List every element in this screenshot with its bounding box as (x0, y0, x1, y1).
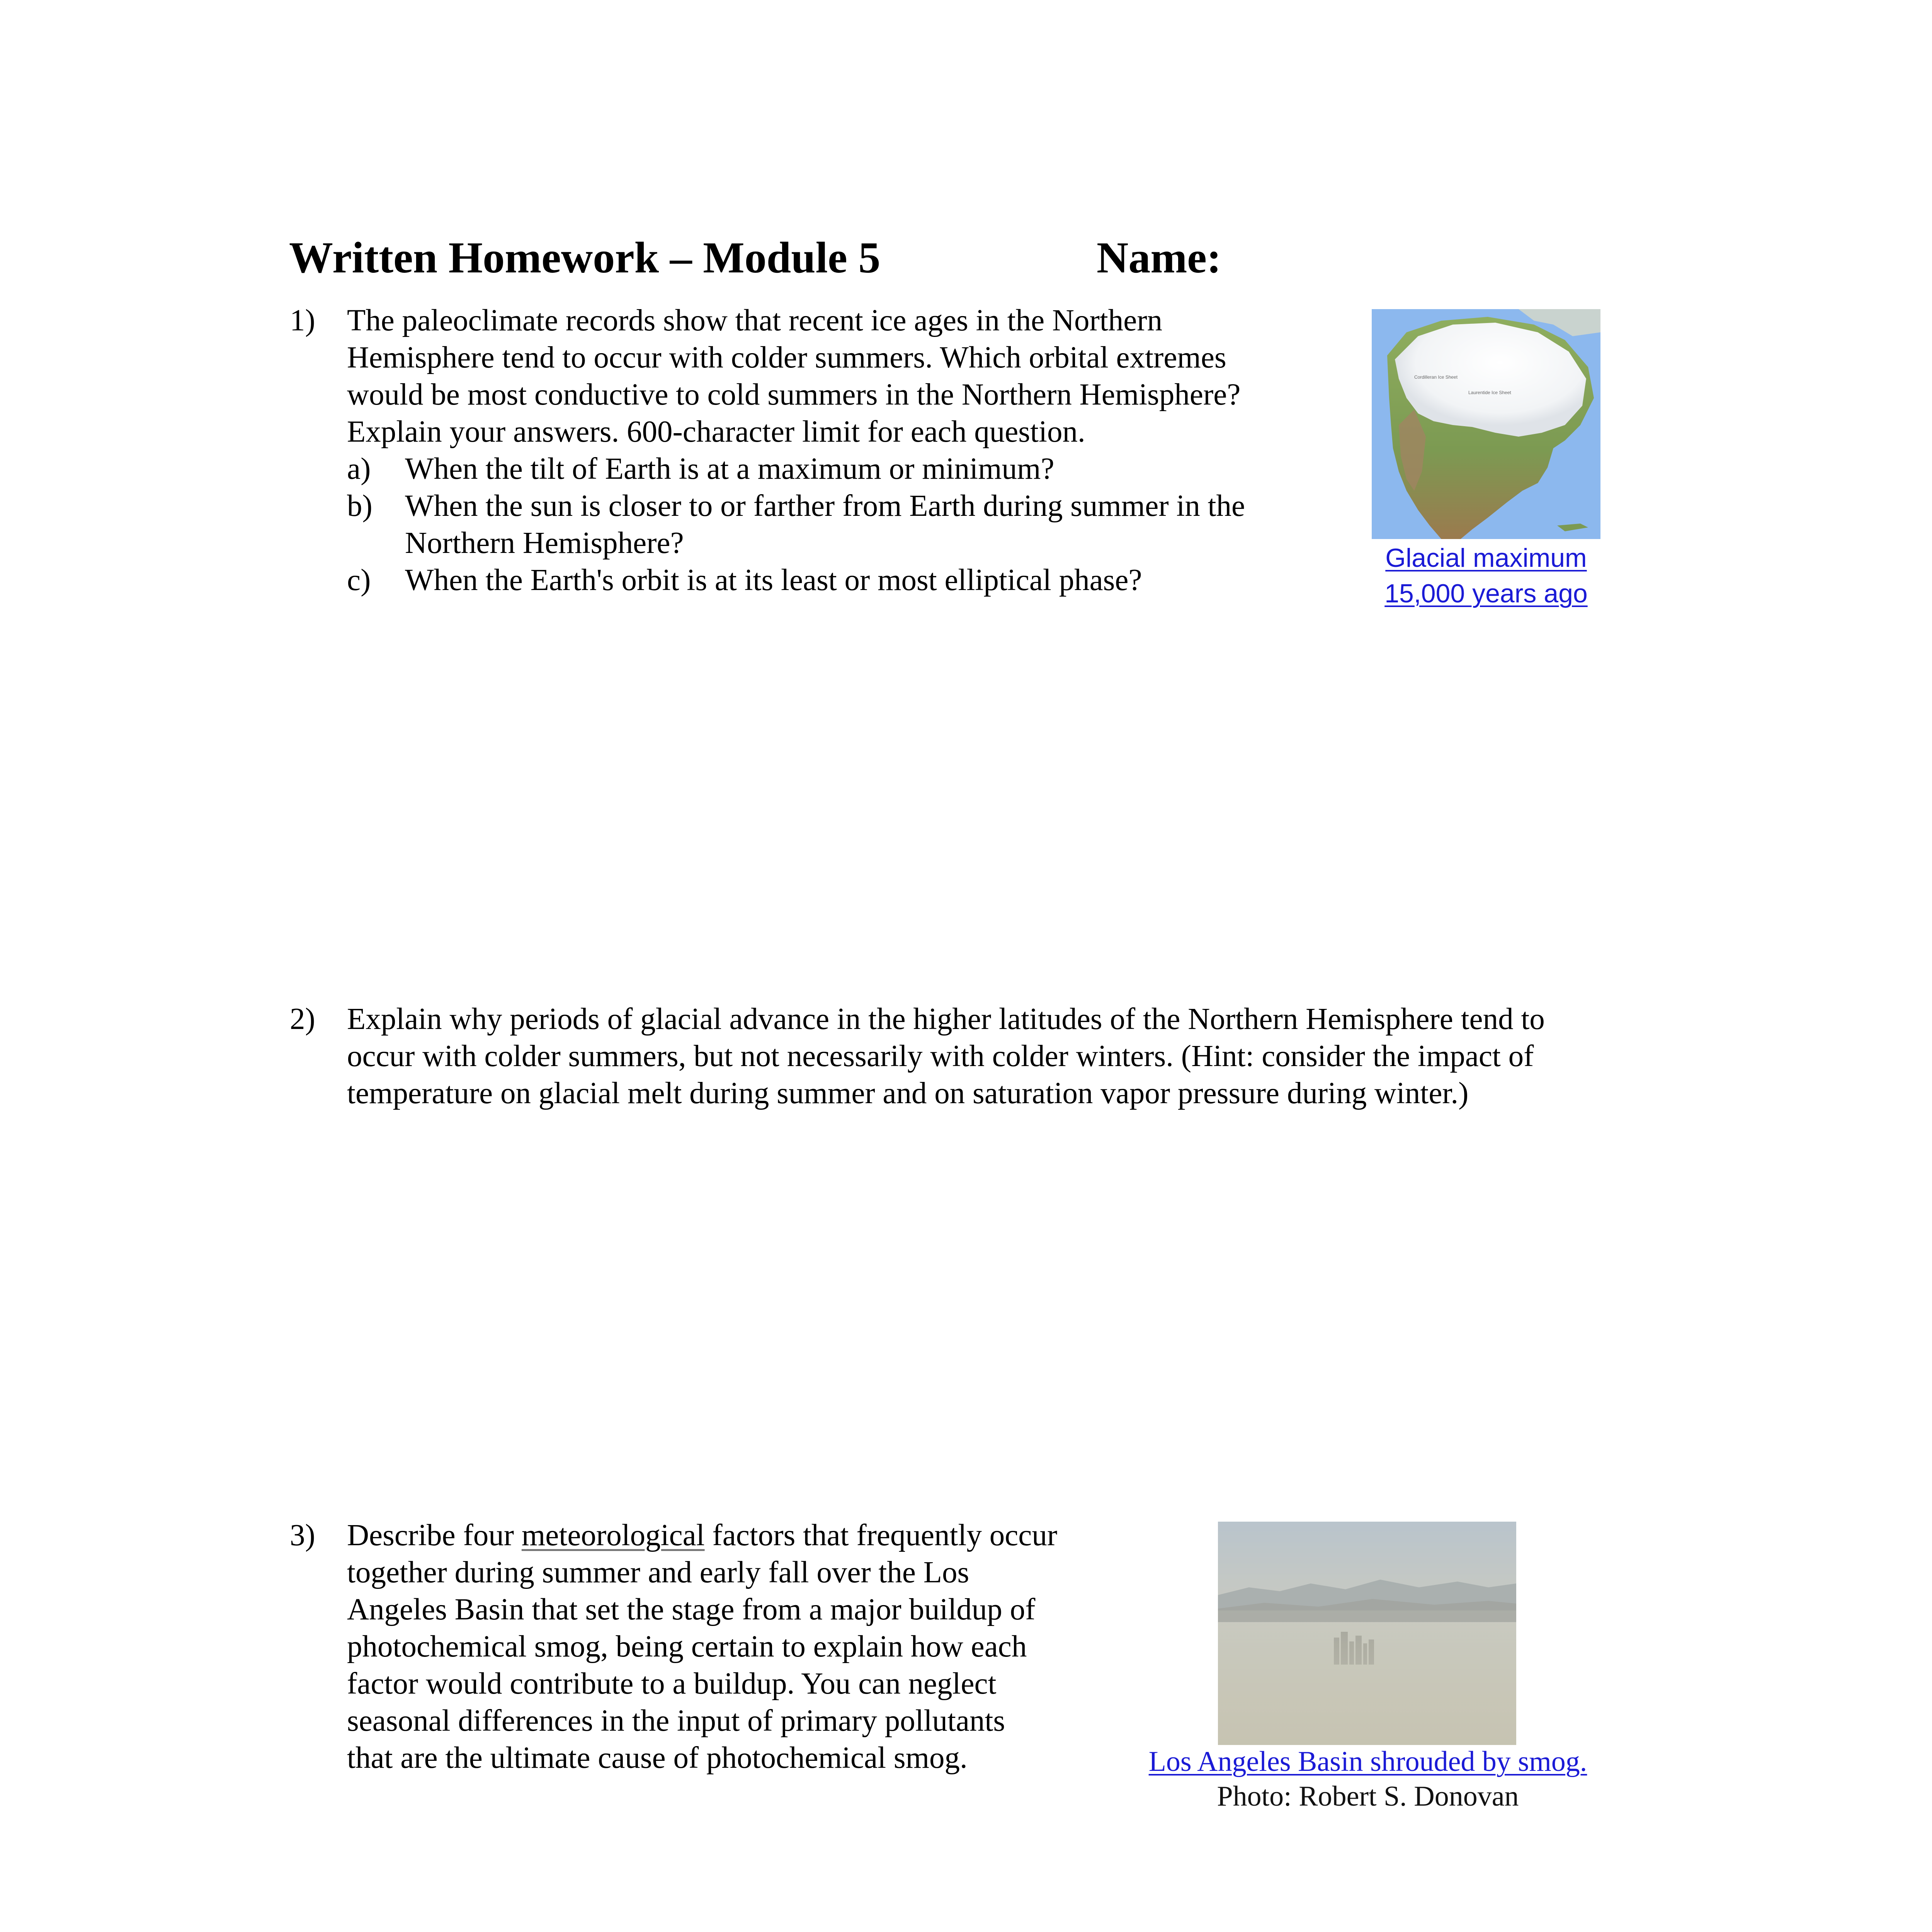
question-number: 1) (290, 304, 315, 337)
question-text-line: factor would contribute to a buildup. You can neglect (347, 1667, 997, 1701)
question-text-line: together during summer and early fall over the Los (347, 1556, 969, 1589)
text-segment: factors that frequently occur (704, 1519, 1058, 1552)
subquestion-text: Northern Hemisphere? (405, 526, 684, 560)
map-label-cordilleran: Cordilleran Ice Sheet (1414, 374, 1458, 380)
subquestion-letter: c) (347, 563, 371, 597)
glacial-maximum-map-image (1372, 309, 1600, 539)
photo-credit: Photo: Robert S. Donovan (1217, 1781, 1519, 1812)
question-text-line: The paleoclimate records show that recent ice ages in the Northern (347, 304, 1163, 337)
question-text-line: occur with colder summers, but not necessarily with colder winters. (Hint: consider the impact of (347, 1039, 1534, 1073)
la-basin-smog-photo (1218, 1522, 1516, 1745)
subquestion-letter: a) (347, 452, 371, 486)
question-text-line: seasonal differences in the input of primary pollutants (347, 1704, 1005, 1738)
question-text-line: Hemisphere tend to occur with colder summers. Which orbital extremes (347, 341, 1226, 374)
name-label: Name: (1097, 233, 1221, 282)
question-number: 2) (290, 1002, 315, 1036)
glacial-maximum-link-line2[interactable]: 15,000 years ago (1384, 579, 1588, 608)
question-text-line (347, 1517, 1057, 1554)
document-title: Written Homework – Module 5 (289, 233, 881, 282)
subquestion-text: When the tilt of Earth is at a maximum or minimum? (405, 452, 1054, 486)
la-basin-smog-link[interactable]: Los Angeles Basin shrouded by smog. (1148, 1746, 1587, 1777)
question-text-line: Explain why periods of glacial advance in the higher latitudes of the Northern Hemisphere tend to (347, 1002, 1545, 1036)
subquestion-text: When the sun is closer to or farther from Earth during summer in the (405, 489, 1245, 523)
question-text-line: temperature on glacial melt during summer and on saturation vapor pressure during winter.) (347, 1077, 1469, 1110)
meteorological-term: meteorological (521, 1519, 705, 1552)
question-text-line: would be most conductive to cold summers in the Northern Hemisphere? (347, 378, 1241, 412)
subquestion-letter: b) (347, 489, 372, 523)
question-text-line: photochemical smog, being certain to explain how each (347, 1630, 1027, 1663)
text-segment: Describe four (347, 1519, 522, 1552)
question-text-line: Explain your answers. 600-character limit for each question. (347, 415, 1085, 449)
glacial-maximum-link[interactable]: Glacial maximum (1385, 543, 1587, 573)
subquestion-text: When the Earth's orbit is at its least or most elliptical phase? (405, 563, 1142, 597)
map-label-laurentide: Laurentide Ice Sheet (1468, 390, 1511, 395)
question-text-line: Angeles Basin that set the stage from a major buildup of (347, 1593, 1036, 1626)
question-number: 3) (290, 1519, 315, 1552)
question-text-line: that are the ultimate cause of photochemical smog. (347, 1741, 968, 1775)
